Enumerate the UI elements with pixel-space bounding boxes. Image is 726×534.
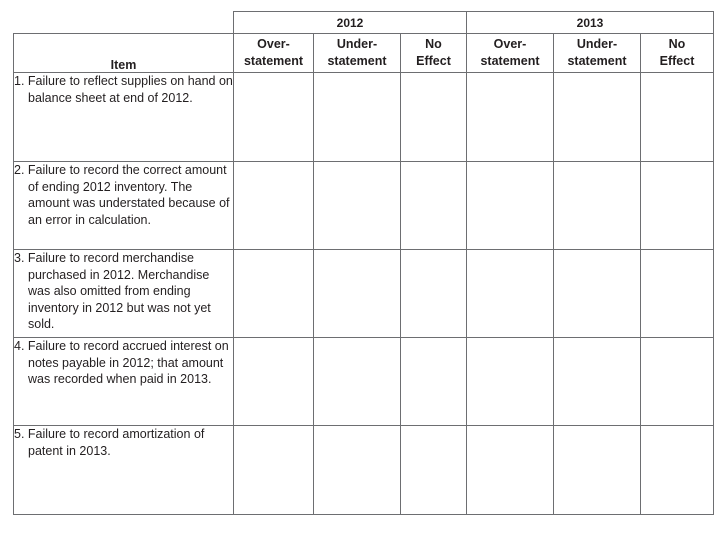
answer-cell-2012-understatement[interactable]: [314, 162, 401, 250]
understatement-header-2013: Under- statement: [554, 34, 641, 73]
item-description: 5. Failure to record amortization of patent in 2013.: [14, 426, 234, 515]
no-effect-header-2012: No Effect: [401, 34, 467, 73]
table-row: [14, 250, 714, 338]
answer-cell-2013-overstatement[interactable]: [467, 73, 554, 162]
answer-cell-2013-overstatement[interactable]: [467, 250, 554, 338]
answer-cell-2012-overstatement[interactable]: [234, 426, 314, 515]
answer-cell-2013-understatement[interactable]: [554, 338, 641, 426]
table-row: [14, 73, 714, 162]
answer-cell-2012-understatement[interactable]: [314, 426, 401, 515]
answer-cell-2013-no-effect[interactable]: [641, 426, 714, 515]
year-header-2013: 2013: [467, 12, 714, 34]
answer-cell-2012-overstatement[interactable]: [234, 250, 314, 338]
item-description: 2. Failure to record the correct amount of ending 2012 inventory. The amount was understated because of an error in calculation.: [14, 162, 234, 250]
no-effect-header-2013: No Effect: [641, 34, 714, 73]
table-row: [14, 162, 714, 250]
answer-cell-2012-understatement[interactable]: [314, 250, 401, 338]
answer-cell-2013-no-effect[interactable]: [641, 162, 714, 250]
year-header-2012: 2012: [234, 12, 467, 34]
answer-cell-2013-no-effect[interactable]: [641, 250, 714, 338]
answer-cell-2013-understatement[interactable]: [554, 250, 641, 338]
blank-corner: [14, 12, 234, 34]
overstatement-header-2013: Over- statement: [467, 34, 554, 73]
item-description: 3. Failure to record merchandise purchased in 2012. Merchandise was also omitted from ending inventory in 2012 but was not yet sold.: [14, 250, 234, 338]
answer-cell-2012-no-effect[interactable]: [401, 338, 467, 426]
answer-cell-2012-overstatement[interactable]: [234, 162, 314, 250]
understatement-header-2012: Under- statement: [314, 34, 401, 73]
answer-cell-2013-understatement[interactable]: [554, 426, 641, 515]
table-row: [14, 426, 714, 515]
answer-cell-2013-understatement[interactable]: [554, 73, 641, 162]
answer-cell-2012-overstatement[interactable]: [234, 338, 314, 426]
item-description: 1. Failure to reflect supplies on hand on balance sheet at end of 2012.: [14, 73, 234, 162]
answer-cell-2012-understatement[interactable]: [314, 73, 401, 162]
answer-cell-2012-no-effect[interactable]: [401, 162, 467, 250]
answer-cell-2012-understatement[interactable]: [314, 338, 401, 426]
answer-cell-2013-no-effect[interactable]: [641, 73, 714, 162]
answer-cell-2013-understatement[interactable]: [554, 162, 641, 250]
answer-cell-2012-no-effect[interactable]: [401, 250, 467, 338]
answer-cell-2012-overstatement[interactable]: [234, 73, 314, 162]
error-analysis-table: [13, 11, 714, 515]
answer-cell-2013-overstatement[interactable]: [467, 426, 554, 515]
answer-cell-2012-no-effect[interactable]: [401, 73, 467, 162]
answer-cell-2012-no-effect[interactable]: [401, 426, 467, 515]
item-description: 4. Failure to record accrued interest on notes payable in 2012; that amount was recorded when paid in 2013.: [14, 338, 234, 426]
answer-cell-2013-no-effect[interactable]: [641, 338, 714, 426]
item-column-header: Item: [14, 34, 234, 73]
answer-cell-2013-overstatement[interactable]: [467, 338, 554, 426]
answer-cell-2013-overstatement[interactable]: [467, 162, 554, 250]
table-row: [14, 338, 714, 426]
overstatement-header-2012: Over- statement: [234, 34, 314, 73]
